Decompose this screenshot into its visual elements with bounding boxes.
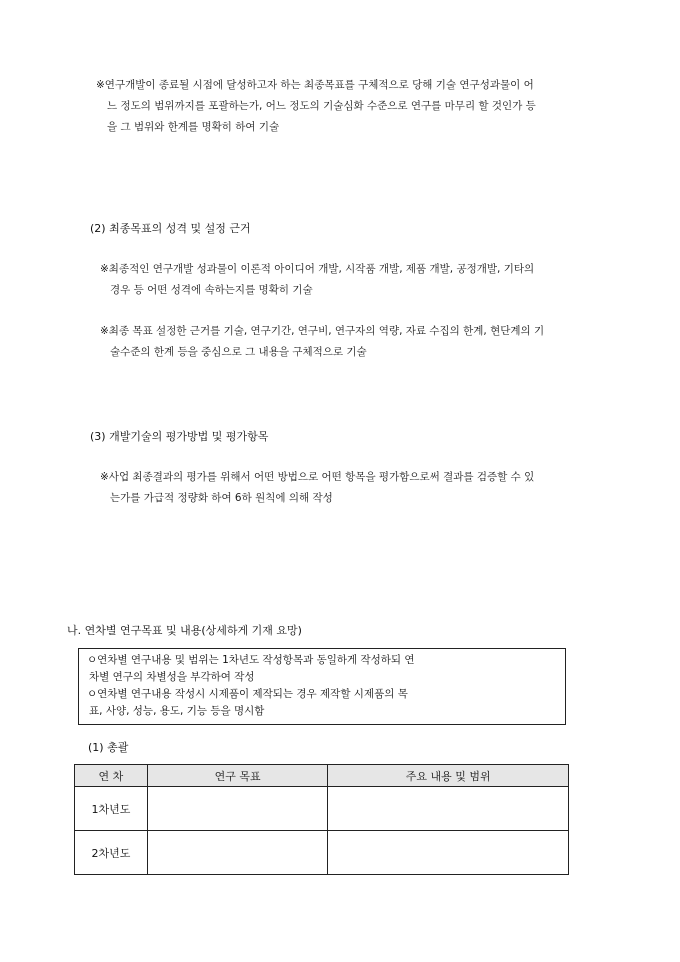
guidance-box — [78, 648, 566, 725]
section-3-heading: (3) 개발기술의 평가방법 및 평가항목 — [90, 430, 269, 443]
note-line: ※최종적인 연구개발 성과물이 이론적 아이디어 개발, 시작품 개발, 제품 개발, 공정개발, 기타의 — [100, 263, 535, 275]
content-cell — [328, 831, 569, 875]
note-line: ※사업 최종결과의 평가를 위해서 어떤 방법으로 어떤 항목을 평가함으로써 결과를 검증할 수 있 — [100, 471, 535, 483]
section-2-note-basis — [100, 321, 544, 363]
section-3-note — [100, 467, 534, 509]
section-2-heading: (2) 최종목표의 성격 및 설정 근거 — [90, 222, 251, 235]
goal-cell — [147, 787, 328, 831]
note-line: 는가를 가급적 정량화 하여 6하 원칙에 의해 작성 — [110, 492, 333, 504]
note-line: ※최종 목표 설정한 근거를 기술, 연구기간, 연구비, 연구자의 역량, 자료 수집의 한계, 현단계의 기 — [100, 325, 545, 337]
guidance-line: 차별 연구의 차별성을 부각하여 작성 — [89, 671, 255, 683]
guidance-line: ㅇ연차별 연구내용 작성시 시제품이 제작되는 경우 제작할 시제품의 목 — [87, 688, 408, 700]
final-goal-note — [96, 75, 536, 138]
note-line: 술수준의 한계 등을 중심으로 그 내용을 구체적으로 기술 — [110, 346, 367, 358]
table-row — [75, 787, 569, 831]
summary-sub-heading: (1) 총괄 — [88, 741, 129, 754]
section-na-heading: 나. 연차별 연구목표 및 내용(상세하게 기재 요망) — [67, 624, 302, 637]
table-row — [75, 831, 569, 875]
table-header-row — [75, 765, 569, 787]
section-2-note-nature — [100, 259, 534, 301]
year-cell: 1차년도 — [75, 787, 148, 831]
column-header-content: 주요 내용 및 범위 — [328, 765, 569, 787]
year-cell: 2차년도 — [75, 831, 148, 875]
note-line: 경우 등 어떤 성격에 속하는지를 명확히 기술 — [110, 284, 313, 296]
note-line: 느 정도의 범위까지를 포괄하는가, 어느 정도의 기술심화 수준으로 연구를 마무리 할 것인가 등 — [107, 100, 536, 112]
guidance-line: 표, 사양, 성능, 용도, 기능 등을 명시함 — [89, 705, 265, 717]
yearly-goals-table — [74, 764, 569, 875]
goal-cell — [147, 831, 328, 875]
note-line: 을 그 범위와 한계를 명확히 하여 기술 — [107, 121, 280, 133]
column-header-goal: 연구 목표 — [147, 765, 328, 787]
column-header-year: 연 차 — [75, 765, 148, 787]
content-cell — [328, 787, 569, 831]
note-line: ※연구개발이 종료될 시점에 달성하고자 하는 최종목표를 구체적으로 당해 기술 연구성과물이 어 — [96, 79, 534, 91]
guidance-line: ㅇ연차별 연구내용 및 범위는 1차년도 작성항목과 동일하게 작성하되 연 — [87, 654, 415, 666]
